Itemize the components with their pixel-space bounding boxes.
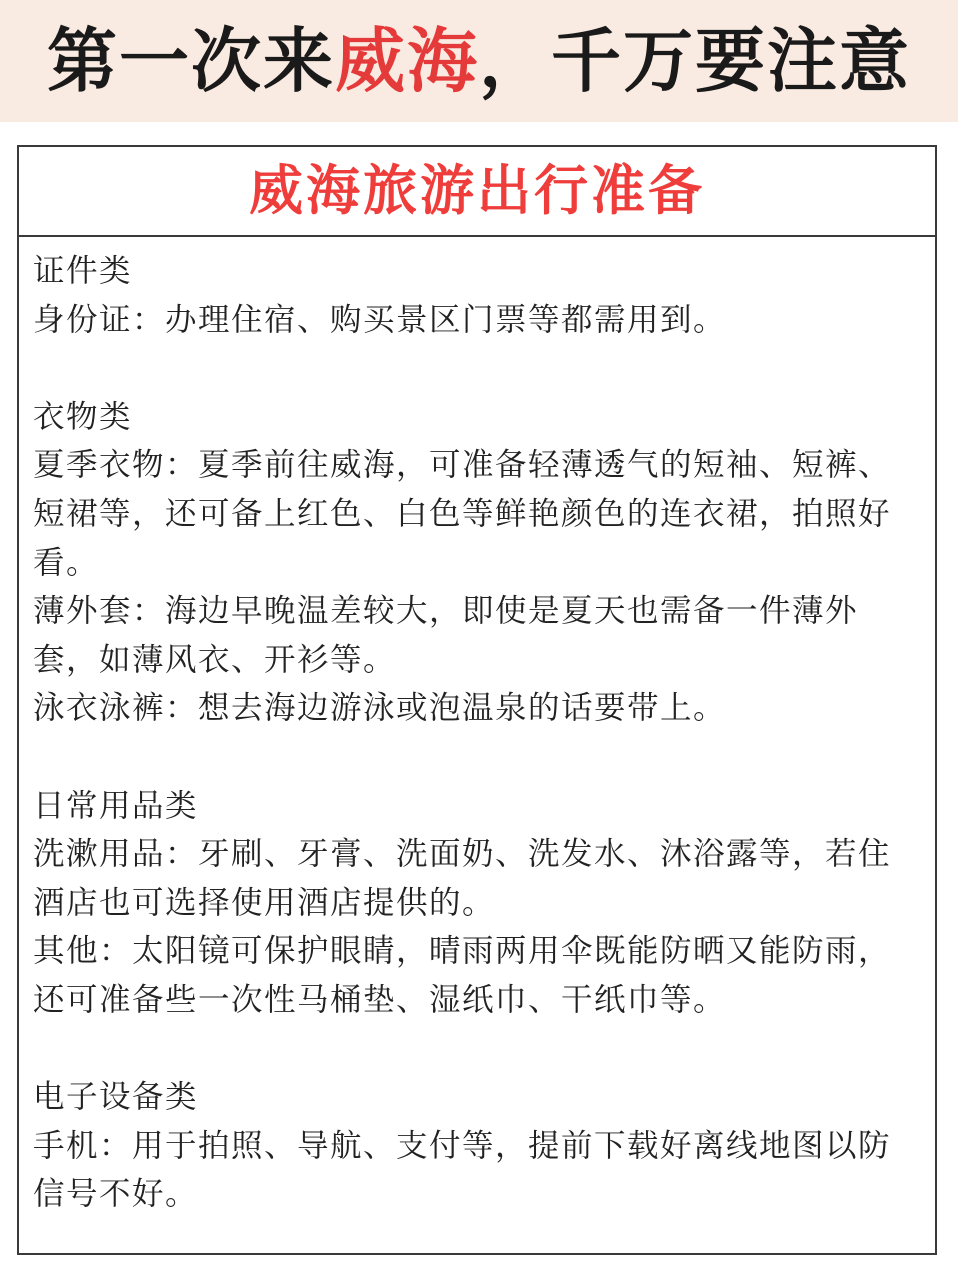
list-item: 身份证：办理住宿、购买景区门票等都需用到。 [33, 301, 727, 338]
banner-title-accent: 威海 [335, 19, 479, 102]
top-banner [0, 0, 958, 122]
card-body [19, 237, 935, 1219]
category-heading: 电子设备类 [33, 1079, 199, 1116]
banner-title-before: 第一次来 [47, 19, 335, 102]
section-clothing [33, 393, 921, 733]
section-daily-items [33, 782, 921, 1025]
section-documents [33, 247, 921, 344]
list-item: 夏季衣物：夏季前往威海，可准备轻薄透气的短袖、短裤、短裙等，还可备上红色、白色等鲜艳颜色的连衣裙，拍照好看。 [33, 447, 892, 581]
category-heading: 证件类 [33, 253, 133, 289]
travel-prep-card [17, 145, 937, 1255]
card-header [19, 147, 935, 237]
banner-title-after: ，千万要注意 [479, 19, 911, 102]
section-electronics [33, 1073, 921, 1219]
card-title: 威海旅游出行准备 [249, 159, 705, 222]
category-heading: 衣物类 [33, 398, 133, 435]
list-item: 薄外套：海边早晚温差较大，即使是夏天也需备一件薄外套，如薄风衣、开衫等。 [33, 593, 859, 678]
category-heading: 日常用品类 [33, 787, 199, 824]
list-item: 其他：太阳镜可保护眼睛，晴雨两用伞既能防晒又能防雨，还可准备些一次性马桶垫、湿纸巾、干纸巾等。 [33, 933, 892, 1018]
list-item: 手机：用于拍照、导航、支付等，提前下载好离线地图以防信号不好。 [33, 1127, 892, 1213]
list-item: 泳衣泳裤：想去海边游泳或泡温泉的话要带上。 [33, 690, 727, 727]
banner-title [47, 19, 911, 102]
list-item: 洗漱用品：牙刷、牙膏、洗面奶、洗发水、沐浴露等，若住酒店也可选择使用酒店提供的。 [33, 836, 892, 921]
